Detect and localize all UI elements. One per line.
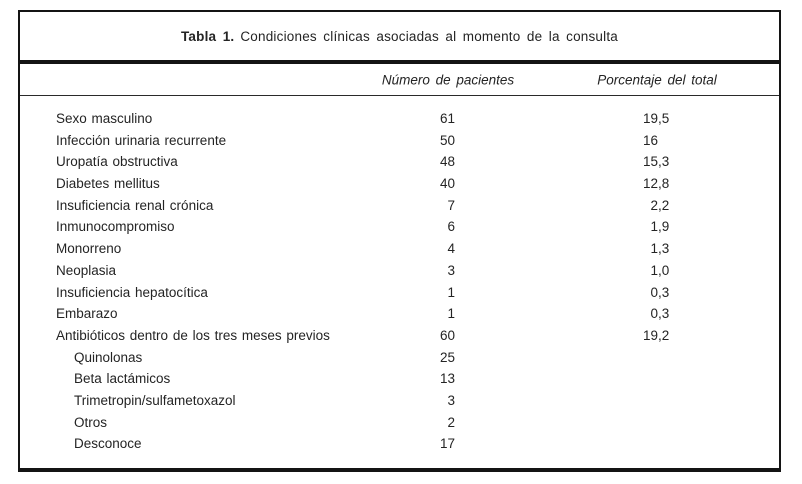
row-percent-dec: ,3 bbox=[658, 284, 670, 300]
row-label: Diabetes mellitus bbox=[56, 176, 160, 192]
row-percent-dec: ,3 bbox=[658, 306, 670, 322]
row-label: Quinolonas bbox=[74, 349, 143, 365]
row-patients: 50 bbox=[439, 132, 455, 148]
column-header-patients: Número de pacientes bbox=[381, 72, 515, 87]
table-row bbox=[20, 433, 779, 455]
table-row bbox=[20, 260, 779, 282]
table-title-text: Condiciones clínicas asociadas al momento de la consulta bbox=[240, 28, 619, 44]
table-row bbox=[20, 130, 779, 152]
table-row bbox=[20, 282, 779, 304]
row-label: Inmunocompromiso bbox=[56, 219, 175, 235]
row-patients: 13 bbox=[439, 371, 455, 387]
row-percent-int: 1 bbox=[650, 241, 658, 257]
table-header bbox=[20, 64, 779, 95]
row-patients: 40 bbox=[439, 176, 455, 192]
table-title-label: Tabla 1. bbox=[180, 28, 235, 44]
row-patients: 61 bbox=[439, 111, 455, 126]
row-patients: 2 bbox=[447, 414, 455, 430]
row-percent-dec: ,2 bbox=[658, 197, 670, 213]
table-row bbox=[20, 347, 779, 369]
table-row bbox=[20, 238, 779, 260]
row-percent-int: 2 bbox=[650, 197, 658, 213]
table-row bbox=[20, 108, 779, 130]
row-percent-int: 12 bbox=[642, 176, 658, 192]
row-label: Monorreno bbox=[56, 241, 122, 257]
row-percent-int: 19 bbox=[642, 111, 658, 126]
row-percent-dec: ,3 bbox=[658, 154, 670, 170]
row-label: Embarazo bbox=[56, 306, 118, 322]
table-row bbox=[20, 390, 779, 412]
row-patients: 17 bbox=[439, 436, 455, 452]
table-row bbox=[20, 151, 779, 173]
row-percent-int: 16 bbox=[642, 132, 658, 148]
row-percent-int: 1 bbox=[650, 262, 658, 278]
row-patients: 1 bbox=[447, 306, 455, 322]
row-percent-dec: ,3 bbox=[658, 241, 670, 257]
row-patients: 7 bbox=[447, 197, 455, 213]
row-percent-dec: ,9 bbox=[658, 219, 670, 235]
row-patients: 48 bbox=[439, 154, 455, 170]
row-label: Beta lactámicos bbox=[74, 371, 171, 387]
row-percent-int: 1 bbox=[650, 219, 658, 235]
table-row bbox=[20, 173, 779, 195]
table-frame bbox=[18, 10, 781, 472]
row-label: Otros bbox=[74, 414, 108, 430]
table-row bbox=[20, 412, 779, 434]
table-row bbox=[20, 216, 779, 238]
row-percent-int: 15 bbox=[642, 154, 658, 170]
table-body bbox=[20, 96, 779, 455]
row-percent-int: 0 bbox=[650, 284, 658, 300]
column-header-percent: Porcentaje del total bbox=[597, 72, 717, 87]
row-patients: 60 bbox=[439, 327, 455, 343]
table-row bbox=[20, 325, 779, 347]
row-label: Insuficiencia hepatocítica bbox=[56, 284, 208, 300]
row-patients: 6 bbox=[447, 219, 455, 235]
row-patients: 4 bbox=[447, 241, 455, 257]
row-label: Trimetropin/sulfametoxazol bbox=[74, 392, 236, 408]
table-row bbox=[20, 195, 779, 217]
row-patients: 25 bbox=[439, 349, 455, 365]
row-label: Insuficiencia renal crónica bbox=[56, 197, 214, 213]
row-patients: 3 bbox=[447, 262, 455, 278]
row-label: Sexo masculino bbox=[56, 111, 153, 126]
table-row bbox=[20, 303, 779, 325]
row-patients: 3 bbox=[447, 392, 455, 408]
row-label: Uropatía obstructiva bbox=[56, 154, 178, 170]
row-patients: 1 bbox=[447, 284, 455, 300]
row-percent-dec: ,5 bbox=[658, 111, 670, 126]
table-title bbox=[20, 12, 779, 60]
row-percent-int: 19 bbox=[642, 327, 658, 343]
row-percent-dec: ,0 bbox=[658, 262, 670, 278]
table-row bbox=[20, 368, 779, 390]
row-label: Neoplasia bbox=[56, 262, 117, 278]
row-percent-dec: ,8 bbox=[658, 176, 670, 192]
row-label: Infección urinaria recurrente bbox=[56, 132, 227, 148]
row-percent-int: 0 bbox=[650, 306, 658, 322]
row-percent-dec: ,2 bbox=[658, 327, 670, 343]
row-label: Desconoce bbox=[74, 436, 142, 452]
row-label: Antibióticos dentro de los tres meses previos bbox=[56, 327, 330, 343]
